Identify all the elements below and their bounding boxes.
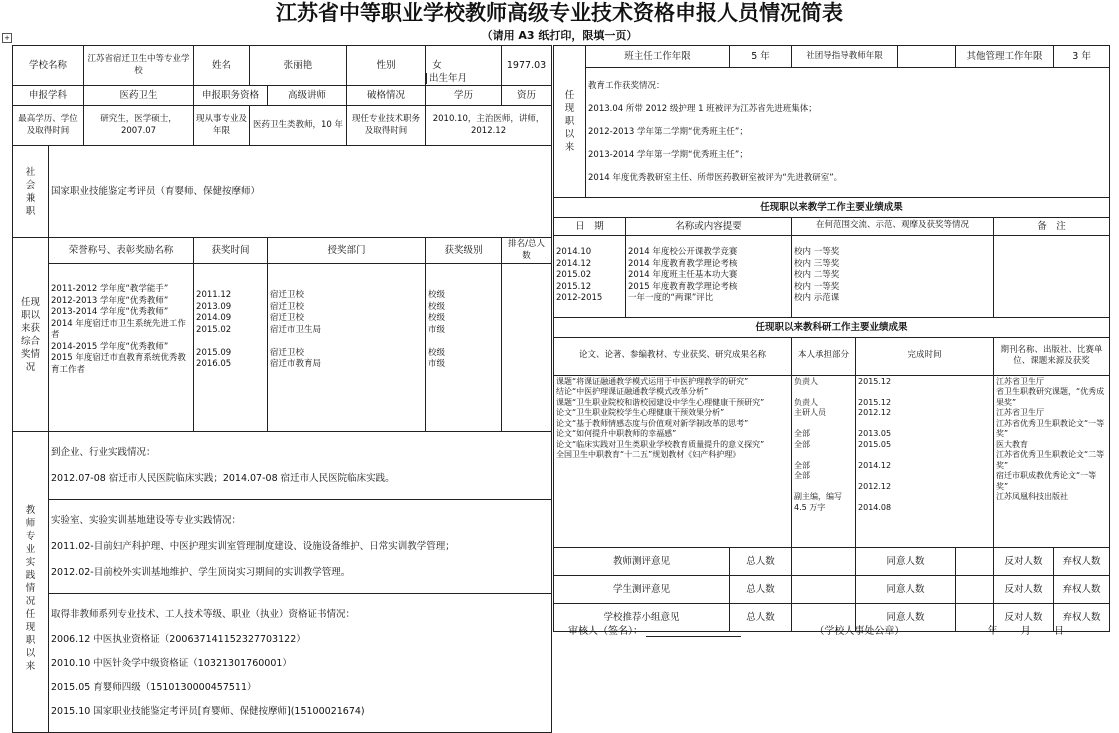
awards-levels: 校级 校级 校级 市级 校级 市级: [426, 264, 502, 432]
teaching-header-date: 日 期: [554, 217, 626, 235]
exception-label: 破格情况: [347, 86, 426, 106]
current-label: 现任专业技术职务及取得时间: [347, 106, 426, 146]
discipline-value: 医药卫生: [84, 86, 194, 106]
birth-label: 出生年月: [426, 73, 467, 84]
opinion-agree-label: 同意人数: [856, 603, 956, 631]
year-label: 年: [987, 626, 998, 637]
practice-label-extra: 任现职以来: [25, 609, 36, 672]
awards-label-text: 任现职以来获综合奖情况: [20, 296, 40, 373]
gender-value: 女: [432, 60, 442, 71]
awards-header-dept: 授奖部门: [268, 238, 426, 264]
enterprise-value: 2012.07-08 宿迁市人民医院临床实践；2014.07-08 宿迁市人民医院临床实践。: [51, 473, 395, 484]
edu-awards-cell: [586, 68, 1110, 198]
edu-awards-title: 教育工作获奖情况：: [588, 80, 665, 91]
awards-header-time: 获奖时间: [194, 238, 268, 264]
opinion-label: 学校推荐小组意见: [554, 603, 730, 631]
practice-label: [13, 432, 49, 733]
research-header-source: 期刊名称、出版社、比赛单位、课题来源及获奖: [994, 337, 1110, 375]
edu-value: 研究生，医学硕士，2007.07: [84, 106, 194, 146]
opinion-against-label: 反对人数: [994, 603, 1054, 631]
opinion-row-student: [554, 575, 1110, 603]
awards-header-level: 获奖级别: [426, 238, 502, 264]
name-label: 姓名: [194, 46, 250, 86]
left-form-table: [12, 45, 552, 733]
opinion-agree-label: 同意人数: [856, 547, 956, 575]
right-form-table: [553, 45, 1110, 632]
opinion-total-label: 总人数: [730, 547, 792, 575]
signature-footer: [568, 622, 1108, 638]
practice-label-text: 教师专业实践情况: [25, 505, 36, 607]
opinion-label: 学生测评意见: [554, 575, 730, 603]
opinion-total-value: [792, 547, 856, 575]
teaching-results: 校内 一等奖 校内 三等奖 校内 二等奖 校内 一等奖 校内 示范课: [792, 235, 994, 317]
lab-value: 2011.02-目前妇产科护理、中医护理实训室管理制度建设、设施设备维护、日常实训教学管理； 2012.02-目前校外实训基地维护、学生顶岗实习期间的实训教学管理。: [51, 541, 455, 578]
opinion-abstain-label: 弃权人数: [1054, 603, 1110, 631]
teaching-header-note: 备 注: [994, 217, 1110, 235]
opinion-agree-label: 同意人数: [856, 575, 956, 603]
edu-awards-value: 2013.04 所带 2012 级护理 1 班被评为江苏省先进班集体； 2012-2013 学年第二学期“优秀班主任”； 2013-2014 学年第一学期“优秀班主任”； 2014 年度优秀教研室主任、所带医药教研室被评为“先进教研室”。: [588, 103, 843, 183]
opinion-agree-value: [956, 547, 994, 575]
cert-title: 取得非教师系列专业技术、工人技术等级、职业（执业）资格证书情况：: [51, 609, 356, 620]
awards-ranks: [502, 264, 552, 432]
opinion-agree-value: [956, 575, 994, 603]
school-value: 江苏省宿迁卫生中等专业学校: [84, 46, 194, 86]
research-roles: 负责人 负责人 主研人员 全部 全部 全部 全部 副主编，编写 4.5 万字: [792, 375, 856, 547]
cert-value: 2006.12 中医执业资格证（200637141152327703122） 2010.10 中医针灸学中级资格证（10321301760001） 2015.05 育婴师四级（1510130000457511） 2015.10 国家职业技能鉴定考评员[育婴师、保健按摩师](15100021674): [51, 634, 365, 717]
post-label: 申报职务资格: [194, 86, 268, 106]
opinion-total-value: [792, 575, 856, 603]
teaching-header-scope: 在何范围交流、示范、观摩及获奖等情况: [792, 217, 994, 235]
teaching-contents: 2014 年度校公开课教学竞赛 2014 年度教育教学理论考核 2014 年度班主任基本功大赛 2015 年度教育教学理论考核 一年一度的“两课”评比: [626, 235, 792, 317]
opinion-label: 教师测评意见: [554, 547, 730, 575]
table-move-handle-icon[interactable]: +: [2, 33, 12, 43]
social-label: [13, 146, 49, 238]
awards-times: 2011.12 2013.09 2014.09 2015.02 2015.09 2016.05: [194, 264, 268, 432]
awards-label: [13, 238, 49, 432]
teaching-notes: [994, 235, 1110, 317]
opinion-abstain-label: 弃权人数: [1054, 547, 1110, 575]
years-value: 医药卫生类教师，10 年: [250, 106, 347, 146]
opinion-total-label: 总人数: [730, 575, 792, 603]
headteacher-label: 班主任工作年限: [586, 46, 730, 68]
page-subtitle: （请用 A3 纸打印，限填一页）: [481, 29, 638, 42]
edu-label: 最高学历、学位及取得时间: [13, 106, 84, 146]
league-value: [898, 46, 956, 68]
degree-label: 学历: [426, 86, 502, 106]
opinion-row-teacher: [554, 547, 1110, 575]
name-value: 张丽艳: [250, 46, 347, 86]
awards-header-rank: 排名/总人数: [502, 238, 552, 264]
gender-label: 性别: [347, 46, 426, 86]
teaching-dates: 2014.10 2014.12 2015.02 2015.12 2012-2015: [554, 235, 626, 317]
research-section-title: 任现职以来教科研工作主要业绩成果: [554, 317, 1110, 337]
opinion-against-label: 反对人数: [994, 547, 1054, 575]
awards-header-name: 荣誉称号、表彰奖励名称: [49, 238, 194, 264]
years-label: 现从事专业及年限: [194, 106, 250, 146]
other-label: 其他管理工作年限: [956, 46, 1054, 68]
school-label: 学校名称: [13, 46, 84, 86]
gender-birth-cell: [426, 46, 502, 86]
social-label-text: 社会兼职: [25, 166, 36, 217]
current-value: 2010.10，主治医师，讲师，2012.12: [426, 106, 552, 146]
reviewer-signature-line: [646, 626, 741, 637]
teaching-section-title: 任现职以来教学工作主要业绩成果: [554, 197, 1110, 217]
opinion-abstain-label: 弃权人数: [1054, 575, 1110, 603]
league-label: 社团导指导教师年限: [792, 46, 898, 68]
research-times: 2015.12 2015.12 2012.12 2013.05 2015.05 2014.12 2012.12 2014.08: [856, 375, 994, 547]
enterprise-title: 到企业、行业实践情况：: [51, 447, 156, 458]
research-sources: 江苏省卫生厅 省卫生职教研究课题，“优秀成果奖” 江苏省卫生厅 江苏省优秀卫生职教论文“一等奖” 医大教育 江苏省优秀卫生职教论文“二等奖” 宿迁市职成教优秀论文“一等奖” 江苏凤凰科技出版社: [994, 375, 1110, 547]
headteacher-value: 5 年: [730, 46, 792, 68]
research-header-role: 本人承担部分: [792, 337, 856, 375]
opinion-total-label: 总人数: [730, 603, 792, 631]
teaching-header-content: 名称或内容提要: [626, 217, 792, 235]
month-label: 月: [1020, 626, 1031, 637]
lab-cell: [49, 500, 552, 594]
reviewer-label: 审核人（签名）：: [568, 626, 643, 637]
research-header-name: 论文、论著、参编教材、专业获奖、研究成果名称: [554, 337, 792, 375]
duty-side-label: [554, 46, 586, 198]
duty-side-label-text: 任现职以来: [564, 89, 575, 153]
awards-depts: 宿迁卫校 宿迁卫校 宿迁卫校 宿迁市卫生局 宿迁卫校 宿迁市教育局: [268, 264, 426, 432]
birth-value: 1977.03: [502, 46, 552, 86]
enterprise-cell: [49, 432, 552, 500]
seniority-label: 资历: [502, 86, 552, 106]
research-header-time: 完成时间: [856, 337, 994, 375]
post-value: 高级讲师: [268, 86, 347, 106]
seal-label: （学校人事处公章）: [814, 626, 905, 637]
opinion-against-label: 反对人数: [994, 575, 1054, 603]
other-value: 3 年: [1054, 46, 1110, 68]
research-names: 课题“将课证融通教学模式运用于中医护理教学的研究” 结论“中医护理课证融通教学模式改革分析” 课题“卫生职业院校和谐校园建设中学生心理健康干预研究” 论文“卫生职业院校学生心理健康干预效果分析” 论文“基于教师情感态度与价值观对新学制改革的思考” 论文“如何提升中职教师的幸福感” 论文“临床实践对卫生类职业学校教育质量提升的意义探究” 全国卫生中职教育“十二五”规划教材《妇产科护理》: [554, 375, 792, 547]
discipline-label: 申报学科: [13, 86, 84, 106]
day-label: 日: [1053, 626, 1064, 637]
social-value: 国家职业技能鉴定考评员（育婴师、保健按摩师）: [49, 146, 552, 238]
cert-cell: [49, 594, 552, 733]
page-title: 江苏省中等职业学校教师高级专业技术资格申报人员情况简表: [276, 0, 843, 25]
lab-title: 实验室、实验实训基地建设等专业实践情况：: [51, 515, 242, 526]
awards-names: 2011-2012 学年度“教学能手” 2012-2013 学年度“优秀教师” 2013-2014 学年度“优秀教师” 2014 年度宿迁市卫生系统先进工作者 2014-2015 学年度“优秀教师” 2015 年度宿迁市直教育系统优秀教育工作者: [49, 264, 194, 432]
